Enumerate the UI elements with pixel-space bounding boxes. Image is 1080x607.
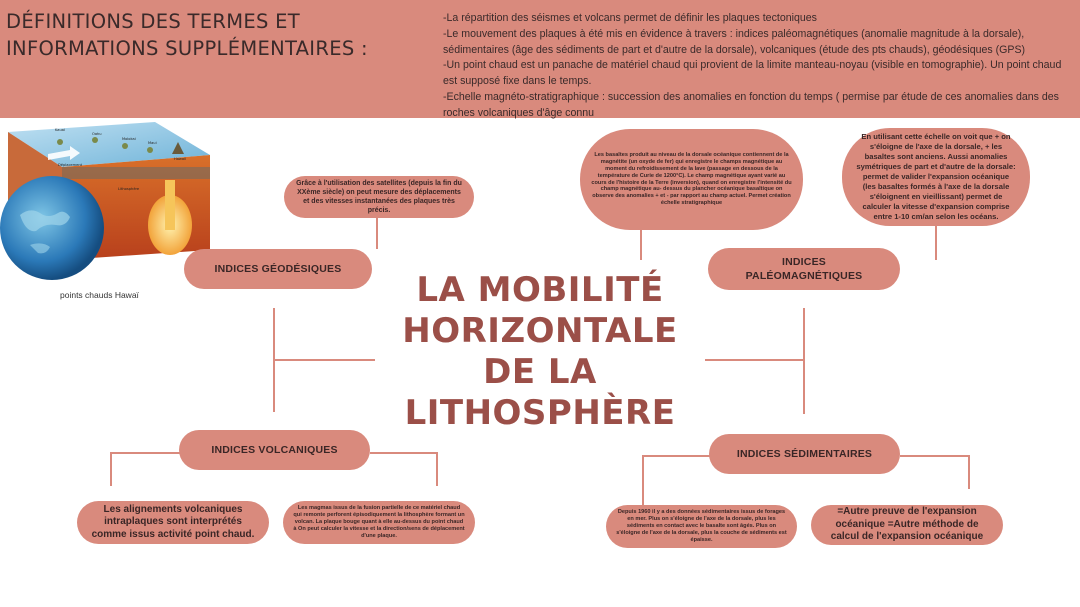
sedimentary-detail-1: Depuis 1960 il y a des données sédimentaires issus de forages en mer. Plus on s'éloigne de l'axe de la dorsale, plus les sédiments en contact avec le basalte sont âgés. Plus on s'éloigne de l'axe de la dorsale, plus la couche de sédiments est épaisse.	[606, 505, 797, 548]
svg-text:Oahu: Oahu	[92, 132, 102, 136]
connector-line	[642, 455, 644, 505]
svg-text:Kauai: Kauai	[55, 128, 65, 132]
paleomag-detail-1: Les basaltes produit au niveau de la dorsale océanique contiennent de la magnétite (un oxyde de fer) qui enregistre le champs magnétique au moment du refroidissement de la lave (passage en dessous de la température de Curie de 1200°C). Le champ magnétique ayant varié au cours de l'histoire de la Terre (inversion), quand on enregistre l'intensité du champ magnétique au- dessus du plancher océanique basaltique on observe des anomalies + et - par rapport au champ actuel. Permet création échelle stratigraphique	[580, 129, 803, 230]
connector-line	[110, 452, 112, 486]
hotspot-illustration	[0, 120, 215, 280]
volcanic-label: INDICES VOLCANIQUES	[179, 430, 370, 470]
connector-line	[900, 455, 970, 457]
connector-line	[275, 359, 375, 361]
geodesic-label: INDICES GÉODÉSIQUES	[184, 249, 372, 289]
central-title-line: LITHOSPHÈRE	[404, 393, 676, 433]
connector-line	[370, 452, 438, 454]
connector-line	[110, 452, 180, 454]
central-title	[360, 270, 720, 434]
volcanic-detail-1: Les alignements volcaniques intraplaques sont interprétés comme issus activité point chaud.	[77, 501, 269, 544]
svg-text:Déplacement: Déplacement	[58, 163, 83, 167]
central-title-line: HORIZONTALE	[402, 311, 678, 351]
connector-line	[436, 452, 438, 486]
svg-text:Molokai: Molokai	[122, 137, 136, 141]
sedimentary-label: INDICES SÉDIMENTAIRES	[709, 434, 900, 474]
connector-line	[803, 308, 805, 414]
definitions-list	[443, 11, 1078, 122]
connector-line	[642, 455, 710, 457]
paleomag-label: INDICES PALÉOMAGNÉTIQUES	[708, 248, 900, 290]
sedimentary-detail-2: =Autre preuve de l'expansion océanique =Autre méthode de calcul de l'expansion océanique	[811, 505, 1003, 545]
paleomag-detail-2: En utilisant cette échelle on voit que + on s'éloigne de l'axe de la dorsale, + les basaltes sont anciens. Aussi anomalies symétriques de part et d'autre de la dorsale: permet de valider l'expansion océanique (les basaltes formés à l'axe de la dorsale s'éloignent en vieillissant) permet de calculer la vitesse d'expansion comprise entre 1-10 cm/an selon les océans.	[842, 128, 1030, 226]
connector-line	[935, 225, 937, 260]
volcanic-detail-2: Les magmas issus de la fusion partielle de ce matériel chaud qui remonte perforent épisodiquement la lithosphère formant un volcan. La plaque bouge quant à elle au-dessus du point chaud à On peut calculer la vitesse et la direction/sens de déplacement d'une plaque.	[283, 501, 475, 544]
header-title: DÉFINITIONS DES TERMES ET INFORMATIONS SUPPLÉMENTAIRES :	[6, 10, 368, 60]
svg-text:Hawaii: Hawaii	[174, 157, 187, 161]
svg-text:Maui: Maui	[148, 141, 157, 145]
svg-text:Lithosphère: Lithosphère	[118, 187, 140, 191]
definition-item: -Le mouvement des plaques à été mis en évidence à travers : indices paléomagnétiques (anomalie magnitude à la dorsale), sédimentaires (âge des sédiments de part et d'autre de la dorsale), volcaniques (étude des pts chauds), géodésiques (GPS)	[443, 27, 1026, 56]
connector-line	[376, 217, 378, 249]
definitions-header	[0, 0, 1080, 118]
connector-line	[968, 455, 970, 489]
connector-line	[640, 230, 642, 260]
definition-item: -La répartition des séismes et volcans permet de définir les plaques tectoniques	[443, 12, 817, 24]
central-title-line: LA MOBILITÉ	[416, 270, 664, 310]
illustration-caption: points chauds Hawaï	[60, 290, 139, 300]
definition-item: -Un point chaud est un panache de matériel chaud qui provient de la limite manteau-noyau (visible en tomographie). Un point chaud est supposé fixe dans le temps.	[443, 59, 1062, 88]
connector-line	[705, 359, 803, 361]
definition-item: -Echelle magnéto-stratigraphique : succession des anomalies en fonction du temps ( permise par étude de ces anomalies dans des roches volcaniques d'âge connu	[443, 90, 1059, 119]
geodesic-detail: Grâce à l'utilisation des satellites (depuis la fin du XXème siècle) on peut mesure des déplacements et des vitesses instantanées des plaques très précis.	[284, 176, 474, 218]
central-title-line: DE LA	[483, 352, 597, 392]
